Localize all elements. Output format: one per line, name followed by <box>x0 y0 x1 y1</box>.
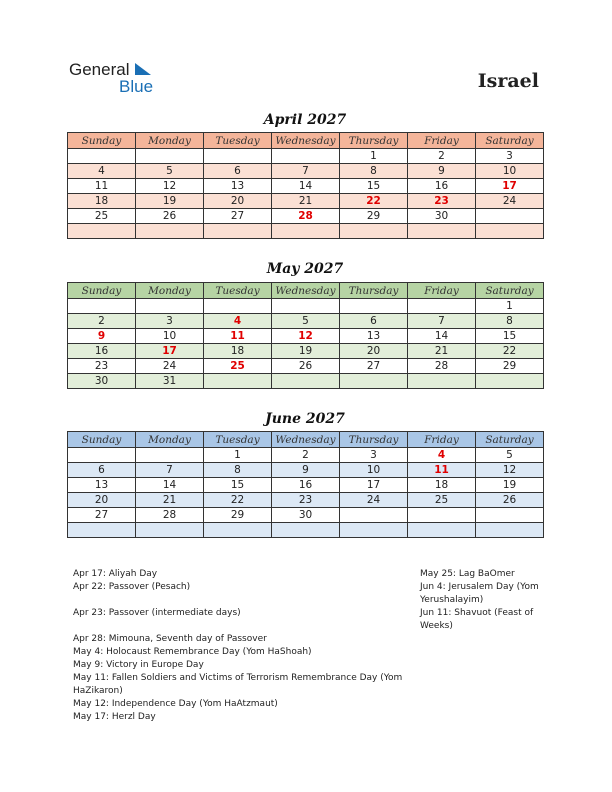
day-cell: 8 <box>340 164 408 179</box>
day-cell: 27 <box>204 209 272 224</box>
day-cell: 11 <box>408 463 476 478</box>
day-cell: 25 <box>408 493 476 508</box>
day-cell <box>340 523 408 538</box>
holiday-notes-right <box>420 568 545 633</box>
day-cell: 1 <box>204 448 272 463</box>
spacer <box>73 594 403 607</box>
day-cell <box>272 374 340 389</box>
day-cell: 10 <box>136 329 204 344</box>
logo <box>69 60 169 100</box>
day-cell: 28 <box>136 508 204 523</box>
weekday-header: Sunday <box>68 432 136 448</box>
day-cell: 29 <box>204 508 272 523</box>
weekday-header: Tuesday <box>204 432 272 448</box>
day-cell: 6 <box>340 314 408 329</box>
week-row <box>68 493 544 508</box>
day-cell: 4 <box>68 164 136 179</box>
day-cell: 15 <box>204 478 272 493</box>
day-cell <box>68 299 136 314</box>
day-cell: 14 <box>272 179 340 194</box>
day-cell <box>340 508 408 523</box>
day-cell: 1 <box>476 299 544 314</box>
day-cell: 27 <box>340 359 408 374</box>
day-cell: 29 <box>340 209 408 224</box>
day-cell <box>476 224 544 239</box>
day-cell: 2 <box>68 314 136 329</box>
day-cell: 12 <box>136 179 204 194</box>
day-cell: 7 <box>408 314 476 329</box>
logo-triangle-icon <box>133 63 153 77</box>
day-cell <box>136 149 204 164</box>
day-cell: 11 <box>204 329 272 344</box>
day-cell: 26 <box>136 209 204 224</box>
day-cell <box>340 299 408 314</box>
weekday-header: Wednesday <box>272 432 340 448</box>
day-cell: 21 <box>136 493 204 508</box>
day-cell: 9 <box>68 329 136 344</box>
day-cell: 24 <box>136 359 204 374</box>
day-cell <box>476 374 544 389</box>
week-row <box>68 149 544 164</box>
week-row <box>68 299 544 314</box>
day-cell: 16 <box>408 179 476 194</box>
holiday-note: Apr 23: Passover (intermediate days) <box>73 608 241 618</box>
weekday-header: Sunday <box>68 283 136 299</box>
month-title-april: April 2027 <box>263 112 347 128</box>
day-cell: 26 <box>272 359 340 374</box>
weekday-header: Monday <box>136 432 204 448</box>
week-row <box>68 209 544 224</box>
day-cell: 10 <box>476 164 544 179</box>
day-cell <box>408 523 476 538</box>
day-cell <box>408 508 476 523</box>
day-cell: 23 <box>272 493 340 508</box>
day-cell <box>136 224 204 239</box>
holiday-note: May 9: Victory in Europe Day <box>73 660 204 670</box>
day-cell: 3 <box>136 314 204 329</box>
holiday-note: May 17: Herzl Day <box>73 712 156 722</box>
day-cell: 7 <box>136 463 204 478</box>
weekday-header: Friday <box>408 283 476 299</box>
calendar-june <box>67 431 544 538</box>
day-cell: 19 <box>476 478 544 493</box>
weekday-header: Thursday <box>340 432 408 448</box>
day-cell <box>68 149 136 164</box>
week-row <box>68 314 544 329</box>
day-cell <box>272 523 340 538</box>
weekday-header: Wednesday <box>272 283 340 299</box>
day-cell: 17 <box>340 478 408 493</box>
day-cell: 28 <box>408 359 476 374</box>
weekday-header: Monday <box>136 283 204 299</box>
day-cell: 12 <box>476 463 544 478</box>
day-cell: 24 <box>476 194 544 209</box>
day-cell: 2 <box>408 149 476 164</box>
day-cell <box>68 523 136 538</box>
day-cell: 16 <box>272 478 340 493</box>
month-title-may: May 2027 <box>266 261 344 277</box>
day-cell <box>204 224 272 239</box>
day-cell <box>476 508 544 523</box>
day-cell <box>68 448 136 463</box>
day-cell: 6 <box>204 164 272 179</box>
day-cell <box>476 523 544 538</box>
week-row <box>68 448 544 463</box>
week-row <box>68 478 544 493</box>
day-cell <box>204 299 272 314</box>
day-cell <box>272 299 340 314</box>
day-cell: 12 <box>272 329 340 344</box>
week-row <box>68 523 544 538</box>
week-row <box>68 224 544 239</box>
day-cell: 30 <box>272 508 340 523</box>
day-cell: 4 <box>204 314 272 329</box>
day-cell: 5 <box>476 448 544 463</box>
week-row <box>68 508 544 523</box>
logo-blue-text: Blue <box>119 77 154 96</box>
day-cell: 31 <box>136 374 204 389</box>
week-row <box>68 344 544 359</box>
weekday-header: Thursday <box>340 283 408 299</box>
holiday-note: Apr 22: Passover (Pesach) <box>73 582 191 592</box>
day-cell <box>204 374 272 389</box>
day-cell: 23 <box>408 194 476 209</box>
day-cell <box>408 224 476 239</box>
day-cell: 2 <box>272 448 340 463</box>
day-cell <box>408 374 476 389</box>
weekday-header-row <box>68 283 544 299</box>
day-cell: 18 <box>68 194 136 209</box>
weekday-header-row <box>68 133 544 149</box>
day-cell <box>408 299 476 314</box>
day-cell: 6 <box>68 463 136 478</box>
day-cell <box>204 149 272 164</box>
day-cell: 19 <box>272 344 340 359</box>
week-row <box>68 374 544 389</box>
day-cell: 13 <box>68 478 136 493</box>
day-cell <box>272 224 340 239</box>
holiday-note: May 11: Fallen Soldiers and Victims of Terrorism Remembrance Day (Yom HaZikaron) <box>73 673 403 696</box>
holiday-note: Apr 17: Aliyah Day <box>73 569 158 579</box>
day-cell: 8 <box>476 314 544 329</box>
weekday-header: Friday <box>408 133 476 149</box>
holiday-note: May 12: Independence Day (Yom HaAtzmaut) <box>73 699 278 709</box>
day-cell: 28 <box>272 209 340 224</box>
week-row <box>68 359 544 374</box>
day-cell: 19 <box>136 194 204 209</box>
month-title-june: June 2027 <box>265 411 345 427</box>
day-cell: 3 <box>340 448 408 463</box>
day-cell: 30 <box>68 374 136 389</box>
day-cell <box>136 448 204 463</box>
day-cell: 11 <box>68 179 136 194</box>
country-title: Israel <box>477 70 539 92</box>
day-cell: 26 <box>476 493 544 508</box>
day-cell: 15 <box>340 179 408 194</box>
weekday-header: Saturday <box>476 133 544 149</box>
day-cell: 14 <box>136 478 204 493</box>
day-cell: 30 <box>408 209 476 224</box>
day-cell <box>340 224 408 239</box>
weekday-header-row <box>68 432 544 448</box>
day-cell: 16 <box>68 344 136 359</box>
day-cell: 17 <box>476 179 544 194</box>
spacer <box>73 620 403 633</box>
weekday-header: Sunday <box>68 133 136 149</box>
day-cell <box>136 523 204 538</box>
week-row <box>68 164 544 179</box>
day-cell: 18 <box>408 478 476 493</box>
day-cell: 13 <box>340 329 408 344</box>
day-cell: 21 <box>272 194 340 209</box>
day-cell: 25 <box>204 359 272 374</box>
day-cell: 4 <box>408 448 476 463</box>
day-cell: 29 <box>476 359 544 374</box>
day-cell: 5 <box>136 164 204 179</box>
day-cell: 20 <box>204 194 272 209</box>
day-cell: 20 <box>68 493 136 508</box>
calendar-april <box>67 132 544 239</box>
day-cell: 7 <box>272 164 340 179</box>
day-cell: 17 <box>136 344 204 359</box>
day-cell: 22 <box>340 194 408 209</box>
day-cell: 25 <box>68 209 136 224</box>
day-cell: 22 <box>204 493 272 508</box>
day-cell: 18 <box>204 344 272 359</box>
day-cell: 1 <box>340 149 408 164</box>
weekday-header: Saturday <box>476 432 544 448</box>
day-cell: 10 <box>340 463 408 478</box>
day-cell <box>204 523 272 538</box>
holiday-notes-left <box>73 568 403 724</box>
week-row <box>68 179 544 194</box>
weekday-header: Saturday <box>476 283 544 299</box>
day-cell: 5 <box>272 314 340 329</box>
weekday-header: Wednesday <box>272 133 340 149</box>
day-cell: 24 <box>340 493 408 508</box>
weekday-header: Thursday <box>340 133 408 149</box>
day-cell: 21 <box>408 344 476 359</box>
day-cell: 13 <box>204 179 272 194</box>
day-cell <box>476 209 544 224</box>
day-cell: 27 <box>68 508 136 523</box>
weekday-header: Tuesday <box>204 283 272 299</box>
logo-general-text: General <box>69 60 130 79</box>
day-cell: 9 <box>272 463 340 478</box>
calendar-may <box>67 282 544 389</box>
day-cell: 23 <box>68 359 136 374</box>
weekday-header: Monday <box>136 133 204 149</box>
week-row <box>68 194 544 209</box>
holiday-note: Apr 28: Mimouna, Seventh day of Passover <box>73 634 267 644</box>
day-cell: 9 <box>408 164 476 179</box>
day-cell: 20 <box>340 344 408 359</box>
day-cell <box>340 374 408 389</box>
day-cell <box>68 224 136 239</box>
day-cell: 3 <box>476 149 544 164</box>
holiday-note: May 25: Lag BaOmer <box>420 569 515 579</box>
holiday-note: Jun 11: Shavuot (Feast of Weeks) <box>420 608 534 631</box>
day-cell: 14 <box>408 329 476 344</box>
day-cell: 22 <box>476 344 544 359</box>
day-cell: 15 <box>476 329 544 344</box>
week-row <box>68 329 544 344</box>
day-cell <box>136 299 204 314</box>
weekday-header: Friday <box>408 432 476 448</box>
day-cell: 8 <box>204 463 272 478</box>
week-row <box>68 463 544 478</box>
holiday-note: Jun 4: Jerusalem Day (Yom Yerushalayim) <box>420 582 539 605</box>
holiday-note: May 4: Holocaust Remembrance Day (Yom HaShoah) <box>73 647 312 657</box>
weekday-header: Tuesday <box>204 133 272 149</box>
day-cell <box>272 149 340 164</box>
